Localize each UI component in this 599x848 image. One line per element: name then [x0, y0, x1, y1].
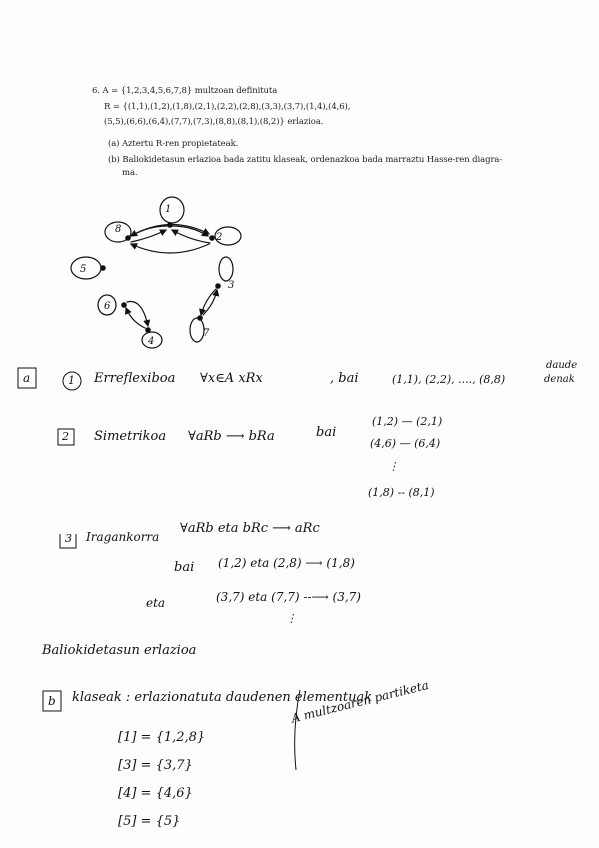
problem-line-2: R = {(1,1),(1,2),(1,8),(2,1),(2,2),(2,8),(3,3),(3,7),(1,4),(4,6),	[104, 102, 351, 112]
symmetric-dots: ⋮	[388, 460, 399, 473]
symmetric-yes: bai	[316, 425, 337, 440]
graph-edge-8-1	[131, 230, 166, 242]
part-a-label: a	[23, 371, 31, 385]
graph-edge-4-6	[126, 308, 145, 328]
reflexive-formula: ∀x∈A xRx	[200, 371, 263, 386]
graph-node-label: 3	[228, 280, 235, 291]
reflexive-pairs: (1,1), (2,2), ...., (8,8)	[392, 373, 506, 386]
item-2-number: 2	[62, 430, 69, 443]
transitive-example-1: (1,2) eta (2,8) ⟶ (1,8)	[218, 556, 355, 570]
graph-node-label: 7	[203, 328, 210, 339]
graph-loop-3	[219, 257, 233, 281]
reflexive-note-line-1: daude	[546, 360, 578, 371]
graph-node-2-dot	[210, 236, 214, 240]
graph-edge-3-7	[201, 289, 216, 315]
symmetric-pair-3: (1,8) -- (8,1)	[368, 486, 435, 499]
graph-node-6-dot	[122, 303, 126, 307]
symmetric-name: Simetrikoa	[94, 429, 167, 444]
transitive-formula: ∀aRb eta bRc ⟶ aRc	[180, 521, 320, 536]
problem-line-3: (5,5),(6,6),(6,4),(7,7),(7,3),(8,8),(8,1),(8,2)} erlazioa.	[104, 117, 324, 127]
item-1-number: 1	[68, 374, 75, 387]
class-item: [1] = {1,2,8}	[118, 730, 206, 745]
partition-side-note: A multzoaren partiketa	[290, 677, 431, 726]
graph-node-label: 4	[148, 336, 155, 347]
conclusion-text: Baliokidetasun erlazioa	[42, 643, 197, 658]
reflexive-yes: , bai	[330, 371, 359, 386]
problem-part-b-line-1: (b) Baliokidetasun erlazioa bada zatitu klaseak, ordenazkoa bada marraztu Hasse-ren diagra-	[108, 155, 503, 165]
graph-loop-1	[160, 197, 184, 223]
class-item: [4] = {4,6}	[118, 786, 193, 801]
problem-part-b-line-2: ma.	[122, 168, 138, 178]
problem-number: 6.	[92, 86, 100, 96]
transitive-yes: bai	[174, 560, 195, 575]
graph-node-3-dot	[216, 284, 220, 288]
transitive-dots: ⋮	[286, 612, 297, 625]
graph-node-label: 1	[165, 204, 172, 215]
reflexive-note-line-2: denak	[544, 374, 575, 385]
graph-node-label: 2	[216, 232, 223, 243]
symmetric-formula: ∀aRb ⟶ bRa	[188, 429, 275, 444]
part-b-label: b	[48, 694, 56, 708]
symmetric-pair-2: (4,6) — (6,4)	[370, 437, 441, 450]
graph-node-4-dot	[146, 328, 150, 332]
part-b-heading: klaseak : erlazionatuta daudenen elementuak	[72, 690, 373, 705]
graph-node-label: 6	[104, 301, 111, 312]
reflexive-name: Erreflexiboa	[94, 371, 176, 386]
problem-part-a: (a) Aztertu R-ren propietateak.	[108, 139, 239, 149]
graph-edge-6-4	[127, 302, 148, 327]
symmetric-pair-1: (1,2) — (2,1)	[372, 415, 443, 428]
transitive-name: Iragankorra	[86, 530, 160, 544]
class-item: [3] = {3,7}	[118, 758, 193, 773]
problem-text-1: A = {1,2,3,4,5,6,7,8} multzoan definituta	[102, 86, 278, 96]
graph-node-label: 5	[80, 264, 87, 275]
graph-edge-7-3	[203, 290, 217, 315]
transitive-example-2: (3,7) eta (7,7) --⟶ (3,7)	[216, 590, 361, 604]
graph-loop-7	[190, 318, 204, 342]
class-item: [5] = {5}	[118, 814, 181, 829]
graph-edge-2-8	[131, 244, 209, 253]
graph-node-label: 8	[115, 224, 122, 235]
transitive-prefix-2: eta	[146, 596, 166, 610]
item-3-number: 3	[65, 532, 72, 545]
